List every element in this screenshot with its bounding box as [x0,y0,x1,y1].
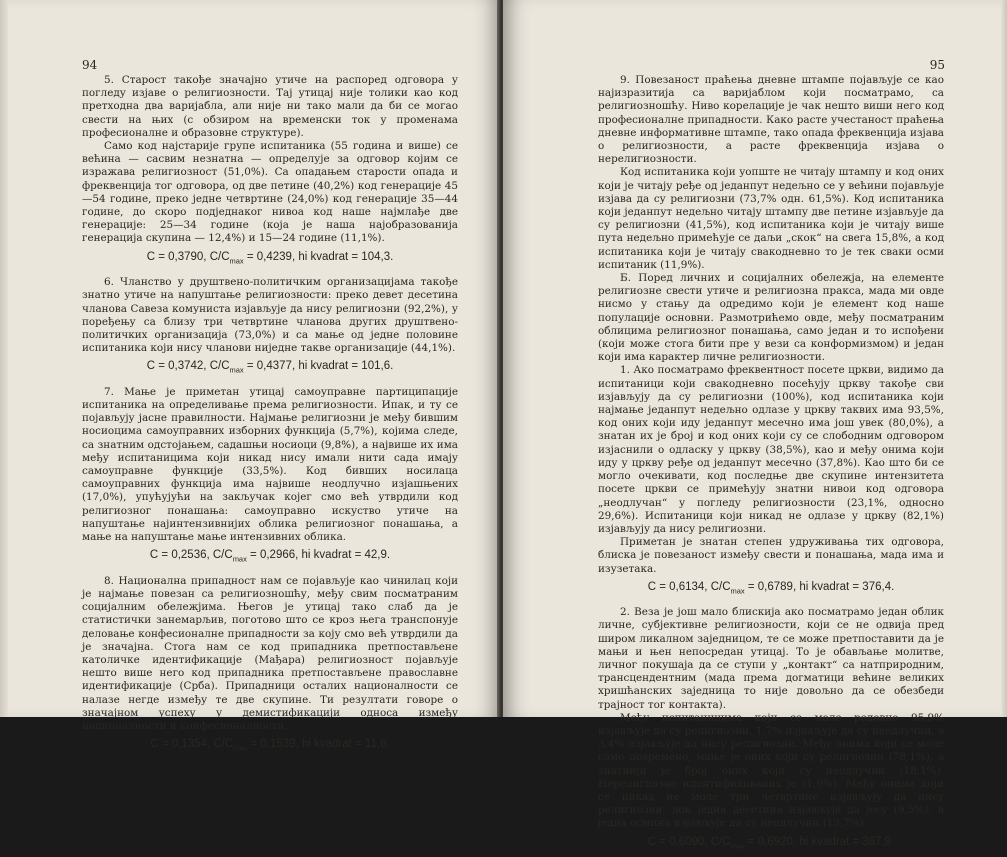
paragraph: 5. Старост такође значајно утиче на распоред одговора у погледу изјаве о религиозности. Тај утицај није толики као код претходна два варијабла, али није ни тако мали да би се могао свести на њих (с обзиром на временски ток у променама професионалне и образовне структуре). [82,74,458,139]
formula-values: = 0,6789, hi kvadrat = 376,4. [744,580,895,593]
formula-subscript: max [229,365,244,375]
left-page [0,0,500,753]
paragraph: Код испитаника који уопште не читају штампу и код оних који је читају ређе од једанпут недељно се у већини појављује изјава да су религиозни (73,7% одн. 61,5%). Код испитаника који једанпут недељно читају штампу две петине изјављује да су религиозни (41,5%), код испитаника који је читају више пута недељно примећује се даљи „скок“ на свега 15,8%, а код испитаника који је читају свакодневно то је тек сваки осми испитаник (11,9%). [598,166,944,271]
formula-coefficients: C = 0,6134, C/C [647,580,731,593]
page-number: 95 [929,58,945,72]
formula-subscript: max [233,743,248,753]
formula-subscript: max [730,586,745,596]
paragraph: 9. Повезаност праћења дневне штампе појављује се као најизразитија са варијаблом који посматрамо, са религиозношћу. Ниво корелације је чак нешто виши него код професионалне припадности. Како расте учестаност праћења дневне информативне штампе, тако опада фреквенција изјава о религиозности, а расте фреквенција изјава о нерелигиозности. [598,74,944,166]
formula-subscript: max [730,840,745,850]
statistic-formula [82,251,458,268]
right-page [503,0,1007,850]
formula-coefficients: C = 0,3742, C/C [146,360,230,373]
paragraph: Само код најстарије групе испитаника (55 година и више) се већина — сасвим незнатна — определује за одговор којим се изражава религиозност (51,0%). Са опадањем старости опада и фреквенција тог одговора, од две петине (40,2%) код генерације 45—54 године, преко једне четвртине (24,0%) код генерације 35—44 године, до скоро подједнаког нивоа код наше најмлађе две генерације: 25—34 године (која је наша најобразованија генерација скупина — 12,4%) и 15—24 године (11,1%). [82,140,458,245]
paragraph: Међу испитаницима који се моле редовно 95,9% изјављује да су религиозни, 1,7% изјављује да су неодлучни, а 3,4% изјављује да нису религиозни. Међу онима који се моле само повремено, мање је оних који су религиозни (78,1%), а знатнији је број оних који су неодлучни (18,1%). Нерелигиозно идентификованих је (1,9%). Међу онима који се никад не моле три четвртине изјављују да нису религиозни, док једна десетина изјављује да јесу (9,5%), а једна осмина изјављује да су неодлучни (13,7%). [598,711,944,830]
left-page-text [82,74,458,760]
paragraph: 8. Национална припадност нам се појављује као чинилац који је најмање повезан са религиозношћу, међу свим посматраним социјалним обележјима. Његов је утицај тако слаб да је статистички занемарљив, поготово што се кроз њега транспонује деловање конфесионалне припадности за коју смо већ утврдили да је значајна. Стога нам се код припадника претпостављене католичке идентификације (Мађара) религиозност појављује нешто више него код припадника претпостављене православне идентификације (Срба). Припадници осталих националности се налазе негде између те две скупине. Ти резултати говоре о значајном успеху у демистификацији односа између националности и конфесионалности. [82,574,458,733]
statistic-formula [82,549,458,566]
formula-coefficients: C = 0,3790, C/C [146,250,230,263]
paragraph: Приметан је знатан степен удруживања тих одговора, блиска је повезаност између свести и понашања, мада има и изузетака. [598,536,944,575]
formula-values: = 0,4377, hi kvadrat = 101,6. [243,360,394,373]
paragraph: 6. Чланство у друштвено-политичким организацијама такође знатно утиче на напуштање религиозности: преко девет десетина чланова Савеза комуниста изјављује да нису религиозни (92,2%), у поређењу са близу три четвртине чланова других друштвено-политичких организација (73,0%) и са мање од једне половине испитаника који нису чланови ниједне такве организације (44,1%). [82,276,458,355]
statistic-formula [82,360,458,377]
page-edge [1001,0,1007,717]
formula-coefficients: C = 0,6090, C/C [647,835,731,848]
formula-subscript: max [232,554,247,564]
paragraph: 1. Ако посматрамо фреквентност посете цркви, видимо да испитаници који свакодневно посећују цркву такође сви изјављују да су религиозни (100%), код испитаника који најмање једанпут недељно одлазе у цркву таквих има 93,5%, код оних који иду једанпут месечно има још увек (80,0%), а знатан их је број и код оних који су се слободним одговором изјаснили о одласку у цркву (38,5%), као и међу онима који иду у цркву ређе од једанпут месечно (37,8%). Као што би се могло очекивати, код последње две скупине интензитета посете цркви се примећују знатни нивои код одговора „неодлучан“ у погледу религиозности (23,1%, односно 29,6%). Испитаници који никад не одлазе у цркву (82,1%) изјављују да нису религиозни. [598,364,944,535]
paragraph: 2. Веза је још мало блискија ако посматрамо један облик личне, субјективне религиозности, који се не одвија пред широм ликалном заједницом, те се може претпоставити да је мањи и њен непосредан утицај. То је обављање молитве, личног покушаја да се ступи у „контакт“ са натприродним, трансцендентним (мада према догматици вeћине великих хришћанских заједница то није довољно да се обезбеди трајност тог контакта). [598,606,944,711]
page-number: 94 [82,58,98,72]
formula-values: = 0,2966, hi kvadrat = 42,9. [246,549,391,562]
statistic-formula [82,738,458,755]
formula-values: = 0,6920, hi kvadrat = 367,9. [744,835,895,848]
formula-coefficients: C = 0,1354, C/C [150,738,234,751]
formula-values: = 0,1539, hi kvadrat = 11,6. [247,738,390,751]
statistic-formula [598,581,944,598]
statistic-formula [598,836,944,853]
formula-values: = 0,4239, hi kvadrat = 104,3. [243,250,394,263]
paragraph: 7. Мање је приметан утицај самоуправне партиципације испитаника на определивање према религиозности. Ипак, и ту се појављују јасне правилности. Најмање религиозни је међу бившим носиоцима самоуправних изборних функција (5,7%), којима следе, са знатним одстојањем, садашњи носиоци (9,8%), а највише их има међу испитаницима који никад нису имали нити сада имају самоуправне функције (33,5%). Код бивших носилаца самоуправних функција има највише неодлучно изјашњених (17,0%), упућујући на закључак којег смо већ утврдили код религиозног понашања: самоуправно искуство утиче на напуштање најинтензивнијих облика религиозног понашања, а мање на напуштање мање интензивних облика. [82,385,458,544]
formula-subscript: max [229,255,244,265]
paragraph: Б. Поред личних и социјалних обележја, на елементе религиозне свести утиче и религиозна пракса, мада ми овде нисмо у стању да одредимо који је елемент код наше популације основни. Размотрићемо овде, међу посматраним облицима религиозног понашања, само један и то испођени (који може стога бити пре у вези са конформизмом) и један који има карактер личне религиозности. [598,272,944,364]
right-page-text [598,74,944,857]
page-edge [0,0,8,717]
formula-coefficients: C = 0,2536, C/C [149,549,233,562]
